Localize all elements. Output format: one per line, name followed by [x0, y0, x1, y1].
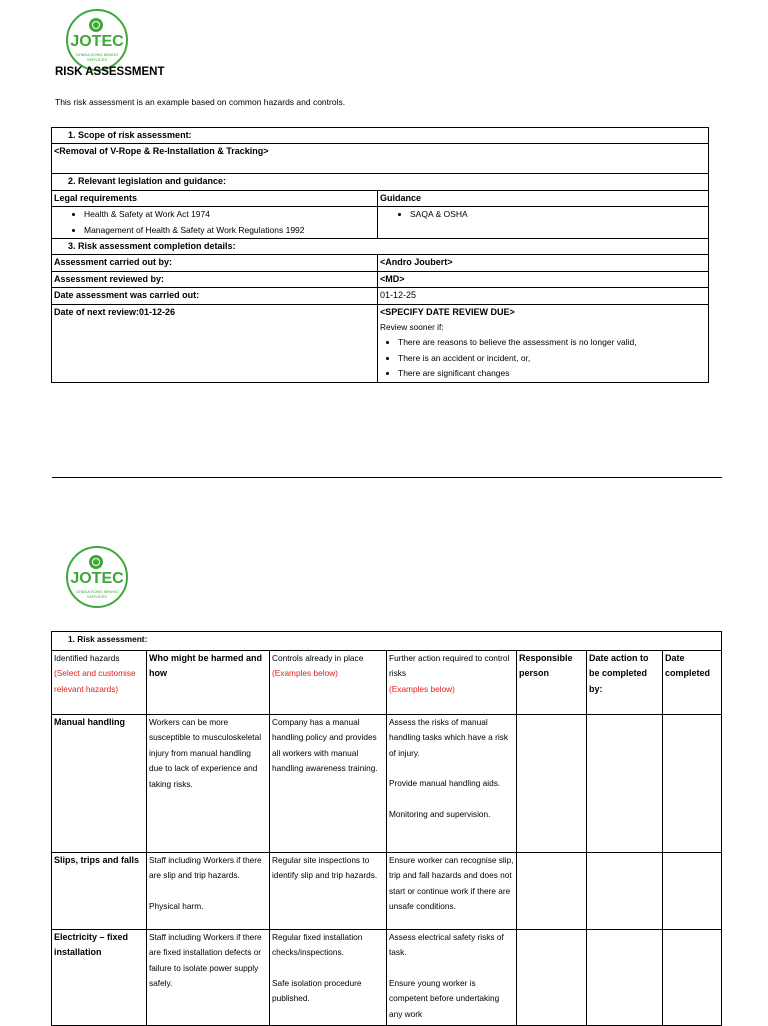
controls-text: Regular fixed installation checks/inspections.	[272, 932, 363, 958]
col-controls-header	[270, 651, 387, 715]
hazard-cell: Electricity – fixed installation	[52, 930, 147, 1026]
further-cell	[387, 930, 517, 1026]
legal-list-cell	[52, 207, 378, 239]
list-item: • There are significant changes	[398, 366, 706, 381]
further-cell: Ensure worker can recognise slip, trip and fall hazards and does not start or continue work if there are unsafe conditions.	[387, 853, 517, 930]
company-logo	[66, 9, 128, 71]
list-item: • SAQA & OSHA	[410, 207, 706, 222]
controls-header-note: (Examples below)	[272, 668, 338, 679]
further-text: Ensure young worker is competent before undertaking any work	[389, 977, 500, 1019]
legal-label: Legal requirements	[52, 190, 378, 206]
col-hazards-header	[52, 651, 147, 715]
review-conditions-cell	[378, 304, 709, 382]
col-who-header: Who might be harmed and how	[147, 651, 270, 715]
next-review-label: Date of next review:01-12-26	[52, 304, 378, 382]
logo-tagline: GHANA KONG MINING SERVICES	[75, 589, 119, 599]
table-row	[52, 930, 722, 1026]
reviewed-label: Assessment reviewed by:	[52, 271, 378, 287]
hazards-header-label: Identified hazards	[54, 653, 120, 663]
further-header-label: Further action required to control risks	[389, 653, 510, 679]
intro-text: This risk assessment is an example based on common hazards and controls.	[55, 97, 346, 107]
legislation-heading: 2. Relevant legislation and guidance:	[52, 174, 709, 190]
who-text: Staff including Workers if there are slip and trip hazards.	[149, 855, 262, 881]
ball-icon	[89, 18, 103, 32]
date-value: 01-12-25	[378, 288, 709, 304]
carried-out-label: Assessment carried out by:	[52, 255, 378, 271]
page-divider	[52, 477, 722, 478]
further-text: Assess electrical safety risks of task.	[389, 932, 504, 958]
date-completed-cell	[663, 853, 722, 930]
company-logo	[66, 546, 128, 608]
who-cell	[147, 853, 270, 930]
hazards-header-note: (Select and customise relevant hazards)	[54, 668, 136, 694]
further-header-note: (Examples below)	[389, 683, 455, 694]
who-cell: Workers can be more susceptible to musculoskeletal injury from manual handling due to lack of experience and taking risks.	[147, 715, 270, 853]
date-completed-cell	[663, 930, 722, 1026]
list-item: • There are reasons to believe the assessment is no longer valid,	[398, 335, 706, 350]
guidance-label: Guidance	[378, 190, 709, 206]
controls-cell: Regular site inspections to identify slip and trip hazards.	[270, 853, 387, 930]
completion-heading: 3. Risk assessment completion details:	[52, 239, 709, 255]
scope-heading: 1. Scope of risk assessment:	[52, 128, 709, 144]
details-table	[51, 127, 709, 383]
responsible-cell	[517, 853, 587, 930]
guidance-list-cell	[378, 207, 709, 239]
hazard-cell: Slips, trips and falls	[52, 853, 147, 930]
page-title: RISK ASSESSMENT	[55, 66, 165, 78]
logo-tagline: GHANA KONG MINING SERVICES	[75, 52, 119, 62]
date-action-cell	[587, 930, 663, 1026]
date-action-cell	[587, 853, 663, 930]
hazard-cell: Manual handling	[52, 715, 147, 853]
responsible-cell	[517, 930, 587, 1026]
risk-heading: 1. Risk assessment:	[52, 632, 722, 651]
responsible-cell	[517, 715, 587, 853]
col-further-header	[387, 651, 517, 715]
logo-wordmark: JOTEC	[70, 570, 124, 587]
controls-cell	[270, 930, 387, 1026]
col-date-completed-header: Date completed	[663, 651, 722, 715]
review-sooner-text: Review sooner if:	[380, 322, 444, 333]
table-row	[52, 853, 722, 930]
further-cell	[387, 715, 517, 853]
list-item: • Health & Safety at Work Act 1974	[84, 207, 375, 222]
date-action-cell	[587, 715, 663, 853]
risk-table	[51, 631, 722, 1026]
controls-cell: Company has a manual handling policy and provides all workers with manual handling awareness training.	[270, 715, 387, 853]
list-item: • Management of Health & Safety at Work Regulations 1992	[84, 223, 375, 238]
col-responsible-header: Responsible person	[517, 651, 587, 715]
scope-text: <Removal of V-Rope & Re-Installation & Tracking>	[52, 144, 709, 174]
review-due-heading: <SPECIFY DATE REVIEW DUE>	[380, 306, 515, 317]
ball-icon	[89, 555, 103, 569]
col-date-action-header: Date action to be completed by:	[587, 651, 663, 715]
reviewed-value: <MD>	[378, 271, 709, 287]
who-text: Physical harm.	[149, 900, 204, 911]
date-label: Date assessment was carried out:	[52, 288, 378, 304]
further-text: Monitoring and supervision.	[389, 808, 491, 819]
who-cell: Staff including Workers if there are fixed installation defects or failure to isolate power supply safely.	[147, 930, 270, 1026]
further-text: Provide manual handling aids.	[389, 778, 501, 789]
table-row	[52, 715, 722, 853]
controls-text: Safe isolation procedure published.	[272, 977, 362, 1004]
controls-header-label: Controls already in place	[272, 653, 364, 663]
date-completed-cell	[663, 715, 722, 853]
list-item: • There is an accident or incident, or,	[398, 351, 706, 366]
carried-out-value: <Andro Joubert>	[378, 255, 709, 271]
further-text: Assess the risks of manual handling tasks which have a risk of injury.	[389, 717, 508, 758]
logo-wordmark: JOTEC	[70, 33, 124, 50]
